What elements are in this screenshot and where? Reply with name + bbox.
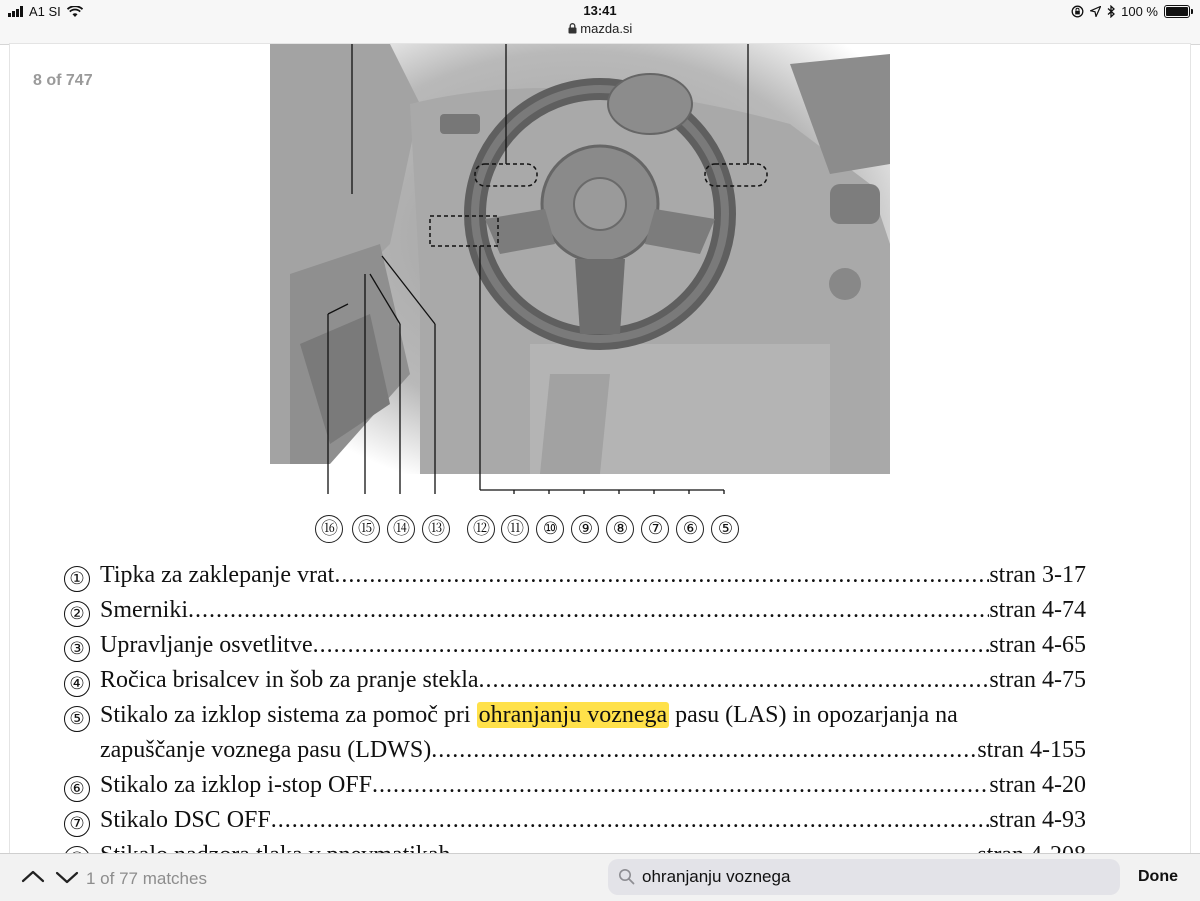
done-button[interactable]: Done: [1138, 868, 1178, 885]
callout-6: ⑥: [676, 515, 704, 543]
entry-page-ref[interactable]: stran 4-93: [989, 807, 1086, 833]
status-bar: [0, 0, 1200, 45]
entry-text: Upravljanje osvetlitve: [100, 632, 313, 658]
entry-text: Tipka za zaklepanje vrat: [100, 562, 335, 588]
orientation-lock-icon: [1071, 5, 1084, 18]
dot-leader: [479, 667, 990, 694]
entry-text: Stikalo DSC OFF: [100, 807, 271, 833]
status-right: [1071, 4, 1190, 19]
callout-5: ⑤: [711, 515, 739, 543]
find-search-field[interactable]: [608, 859, 1120, 895]
index-entry-1: [64, 562, 1094, 597]
index-list: [64, 562, 1094, 877]
index-entry-6: [64, 772, 1094, 807]
dot-leader: [313, 632, 990, 659]
entry-text: Smerniki: [100, 597, 188, 623]
callout-8: ⑧: [606, 515, 634, 543]
location-icon: [1090, 6, 1101, 17]
clock: 13:41: [583, 3, 617, 18]
find-in-page-bar: [0, 853, 1200, 901]
entry-number: ⑤: [64, 706, 90, 732]
callout-15: ⑮: [352, 515, 380, 543]
chevron-up-icon[interactable]: [20, 864, 46, 890]
dot-leader: [188, 597, 989, 624]
entry-text-after: pasu (LAS) in opozarjanja na: [669, 702, 958, 728]
index-entry-7: [64, 807, 1094, 842]
search-icon: [618, 868, 635, 885]
entry-text: [100, 702, 958, 729]
entry-page-ref[interactable]: stran 4-74: [989, 597, 1086, 623]
dot-leader: [372, 772, 989, 799]
dot-leader: [271, 807, 990, 834]
callout-7: ⑦: [641, 515, 669, 543]
index-entry-5: [64, 702, 1094, 772]
callout-10: ⑩: [536, 515, 564, 543]
dashboard-illustration: [270, 44, 890, 494]
entry-page-ref[interactable]: stran 4-20: [989, 772, 1086, 798]
lock-icon: [568, 23, 577, 34]
entry-page-ref[interactable]: stran 3-17: [989, 562, 1086, 588]
entry-page-ref[interactable]: stran 4-75: [989, 667, 1086, 693]
url-display[interactable]: [0, 21, 1200, 36]
entry-text-before: Stikalo za izklop sistema za pomoč pri: [100, 702, 477, 728]
chevron-down-icon[interactable]: [54, 864, 80, 890]
index-entry-2: [64, 597, 1094, 632]
index-entry-3: [64, 632, 1094, 667]
url-text: mazda.si: [580, 21, 633, 36]
entry-text-continued: zapuščanje voznega pasu (LDWS): [100, 737, 432, 763]
match-count: 1 of 77 matches: [86, 869, 207, 888]
entry-number: ③: [64, 636, 90, 662]
find-query-text[interactable]: ohranjanju voznega: [642, 867, 791, 886]
callout-13: ⑬: [422, 515, 450, 543]
entry-number: ②: [64, 601, 90, 627]
battery-label: 100 %: [1121, 4, 1158, 19]
callout-14: ⑭: [387, 515, 415, 543]
bluetooth-icon: [1107, 5, 1115, 18]
callout-16: ⑯: [315, 515, 343, 543]
entry-number: ⑦: [64, 811, 90, 837]
entry-text: Stikalo za izklop i-stop OFF: [100, 772, 372, 798]
battery-icon: [1164, 5, 1190, 18]
callout-12: ⑫: [467, 515, 495, 543]
callout-11: ⑪: [501, 515, 529, 543]
page-indicator: 8 of 747: [33, 72, 93, 89]
carrier-label: A1 SI: [29, 4, 61, 19]
entry-number: ①: [64, 566, 90, 592]
entry-number: ⑥: [64, 776, 90, 802]
entry-text: Ročica brisalcev in šob za pranje stekla: [100, 667, 479, 693]
index-entry-4: [64, 667, 1094, 702]
entry-number: ④: [64, 671, 90, 697]
dot-leader: [431, 737, 977, 764]
dot-leader: [334, 562, 989, 589]
entry-page-ref[interactable]: stran 4-65: [989, 632, 1086, 658]
callout-number-row: [0, 515, 1200, 549]
callout-9: ⑨: [571, 515, 599, 543]
entry-page-ref[interactable]: stran 4-155: [977, 737, 1086, 763]
search-highlight: ohranjanju voznega: [478, 702, 668, 728]
